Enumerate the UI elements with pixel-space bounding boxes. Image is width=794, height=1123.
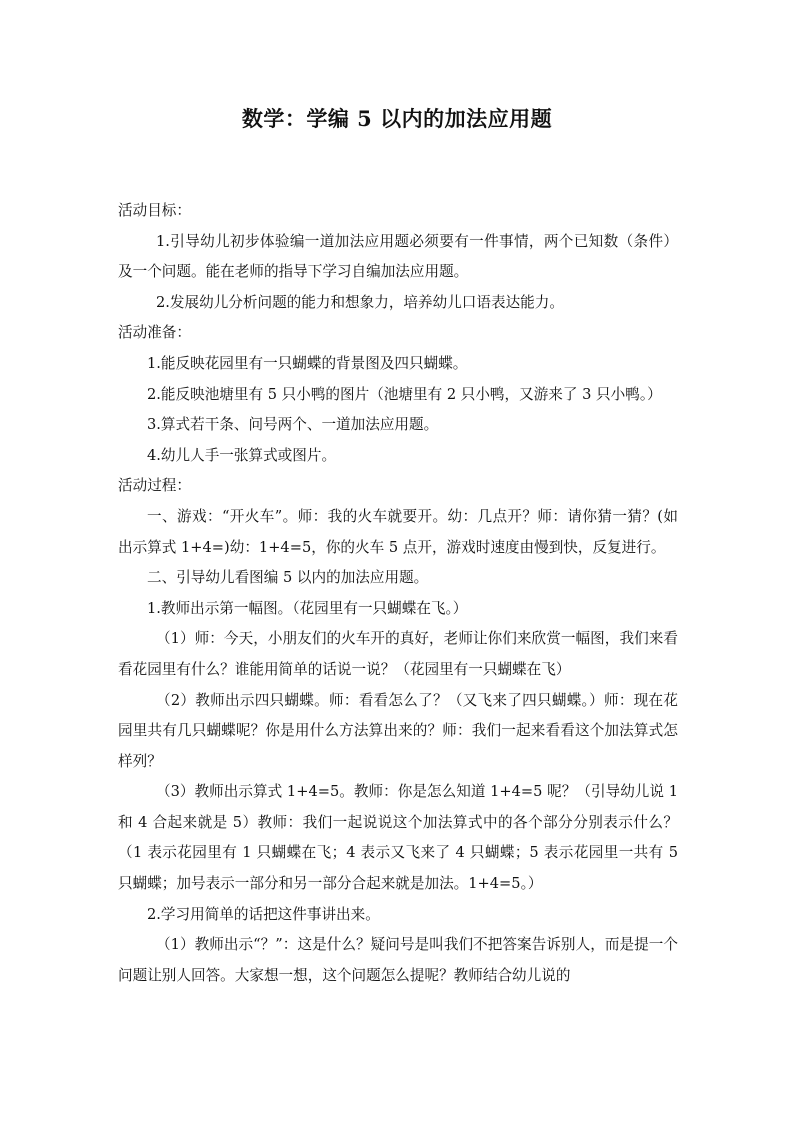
paragraph: （2）教师出示四只蝴蝶。师：看看怎么了？（又飞来了四只蝴蝶。）师：现在花园里共有几只蝴蝶呢？你是用什么方法算出来的？师：我们一起来看看这个加法算式怎样列？ (118, 691, 678, 770)
paragraph: 1.引导幼儿初步体验编一道加法应用题必须要有一件事情，两个已知数（条件）及一个问题。能在老师的指导下学习自编加法应用题。 (118, 232, 678, 281)
paragraph: 1.能反映花园里有一只蝴蝶的背景图及四只蝴蝶。 (147, 354, 468, 372)
paragraph: 一、游戏：“开火车”。师：我的火车就要开。幼：几点开？师：请你猜一猜？(如出示算式 1+4=)幼：1+4=5，你的火车 5 点开，游戏时速度由慢到快，反复进行。 (118, 507, 678, 556)
section-heading-process: 活动过程： (118, 477, 191, 495)
paragraph: 1.教师出示第一幅图。（花园里有一只蝴蝶在飞。） (147, 599, 468, 617)
section-heading-preparation: 活动准备： (118, 324, 191, 342)
paragraph: 2.能反映池塘里有 5 只小鸭的图片（池塘里有 2 只小鸭，又游来了 3 只小鸭。） (147, 385, 662, 403)
paragraph: （1）师：今天，小朋友们的火车开的真好，老师让你们来欣赏一幅图，我们来看看花园里有什么？谁能用简单的话说一说？（花园里有一只蝴蝶在飞） (118, 630, 678, 678)
paragraph: 4.幼儿人手一张算式或图片。 (147, 446, 337, 464)
paragraph: 2.发展幼儿分析问题的能力和想象力，培养幼儿口语表达能力。 (156, 293, 564, 311)
paragraph: （3）教师出示算式 1+4=5。教师：你是怎么知道 1+4=5 呢？（引导幼儿说 1 和 4 合起来就是 5）教师：我们一起说说这个加法算式中的各个部分分别表示什么？（1 表示花园里有 1 只蝴蝶在飞；4 表示又飞来了 4 只蝴蝶；5 表示花园里一共有 5 只蝴蝶；加号表示一部分和另一部分合起来就是加法。1+4=5。） (118, 783, 678, 893)
paragraph: 2.学习用简单的话把这件事讲出来。 (147, 905, 380, 923)
page-title: 数学：学编 5 以内的加法应用题 (241, 106, 553, 131)
paragraph: 二、引导幼儿看图编 5 以内的加法应用题。 (147, 569, 429, 587)
section-heading-goals: 活动目标： (118, 202, 191, 219)
paragraph: （1）教师出示“？”：这是什么？疑问号是叫我们不把答案告诉别人，而是提一个问题让别人回答。大家想一想，这个问题怎么提呢？教师结合幼儿说的 (118, 936, 678, 984)
document-body (118, 196, 678, 991)
paragraph: 3.算式若干条、问号两个、一道加法应用题。 (147, 416, 439, 434)
